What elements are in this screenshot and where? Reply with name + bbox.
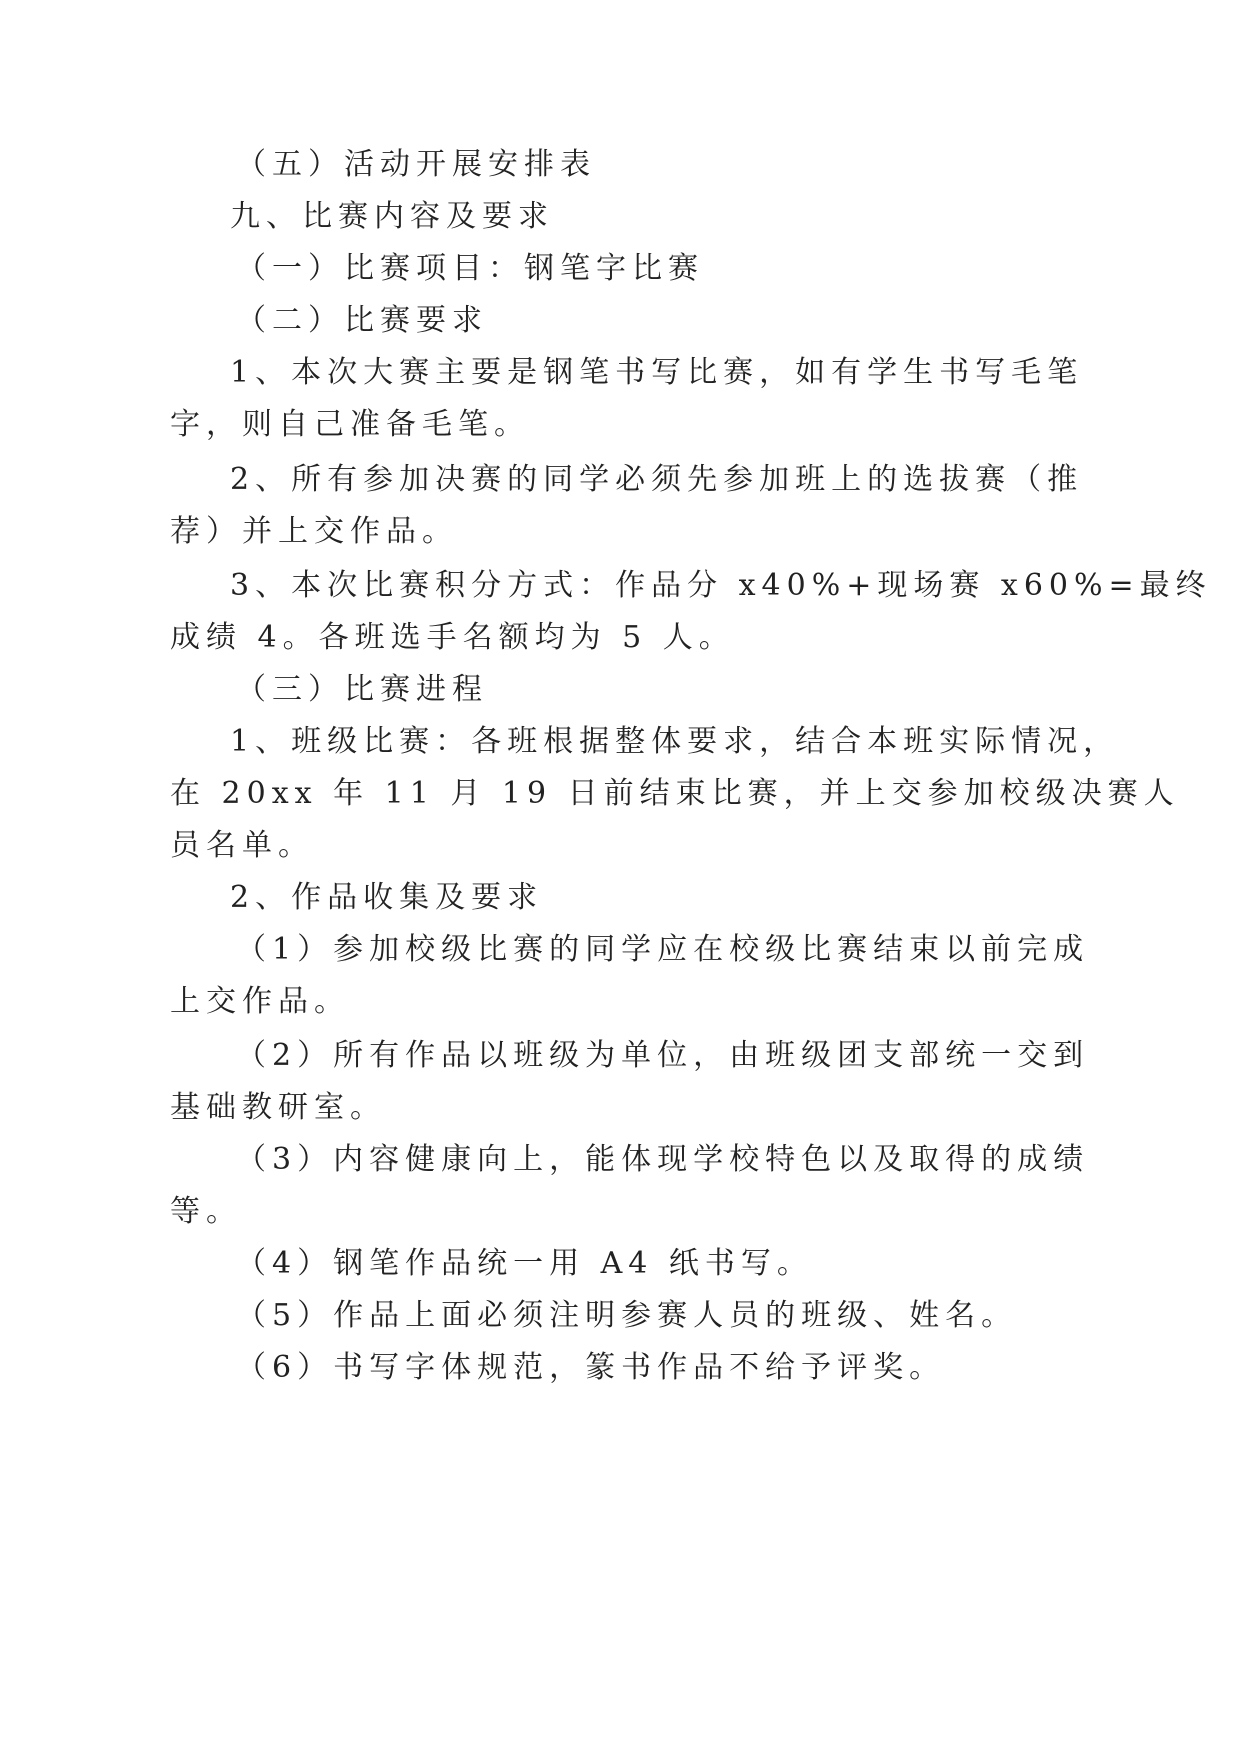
paragraph-line: 荐）并上交作品。 — [170, 514, 458, 549]
paragraph-line: 成绩 4。各班选手名额均为 5 人。 — [170, 620, 735, 655]
paragraph-line: 等。 — [170, 1194, 242, 1229]
paragraph-line: 1、本次大赛主要是钢笔书写比赛，如有学生书写毛笔 — [230, 355, 1084, 390]
paragraph-line: （5）作品上面必须注明参赛人员的班级、姓名。 — [236, 1298, 1018, 1333]
paragraph-line: 字，则自己准备毛笔。 — [170, 407, 530, 442]
section-heading-activity-schedule: （五）活动开展安排表 — [236, 147, 596, 182]
paragraph-line: 员名单。 — [170, 828, 314, 863]
paragraph-line: 2、作品收集及要求 — [230, 880, 544, 915]
section-heading-competition-content: 九、比赛内容及要求 — [230, 199, 554, 234]
subheading-competition-item: （一）比赛项目：钢笔字比赛 — [236, 251, 704, 286]
paragraph-line: 基础教研室。 — [170, 1090, 386, 1125]
paragraph-line: 1、班级比赛：各班根据整体要求，结合本班实际情况， — [230, 724, 1120, 759]
paragraph-line: 在 20xx 年 11 月 19 日前结束比赛，并上交参加校级决赛人 — [170, 776, 1180, 811]
paragraph-line: 2、所有参加决赛的同学必须先参加班上的选拔赛（推 — [230, 462, 1084, 497]
paragraph-line: （4）钢笔作品统一用 A4 纸书写。 — [236, 1246, 813, 1281]
paragraph-line: （2）所有作品以班级为单位，由班级团支部统一交到 — [236, 1038, 1090, 1073]
paragraph-line: 3、本次比赛积分方式：作品分 x40%+现场赛 x60%=最终 — [230, 568, 1212, 603]
paragraph-line: （6）书写字体规范，篆书作品不给予评奖。 — [236, 1350, 946, 1385]
subheading-competition-requirements: （二）比赛要求 — [236, 303, 488, 338]
paragraph-line: 上交作品。 — [170, 984, 350, 1019]
subheading-competition-process: （三）比赛进程 — [236, 672, 488, 707]
paragraph-line: （1）参加校级比赛的同学应在校级比赛结束以前完成 — [236, 932, 1090, 967]
paragraph-line: （3）内容健康向上，能体现学校特色以及取得的成绩 — [236, 1142, 1090, 1177]
